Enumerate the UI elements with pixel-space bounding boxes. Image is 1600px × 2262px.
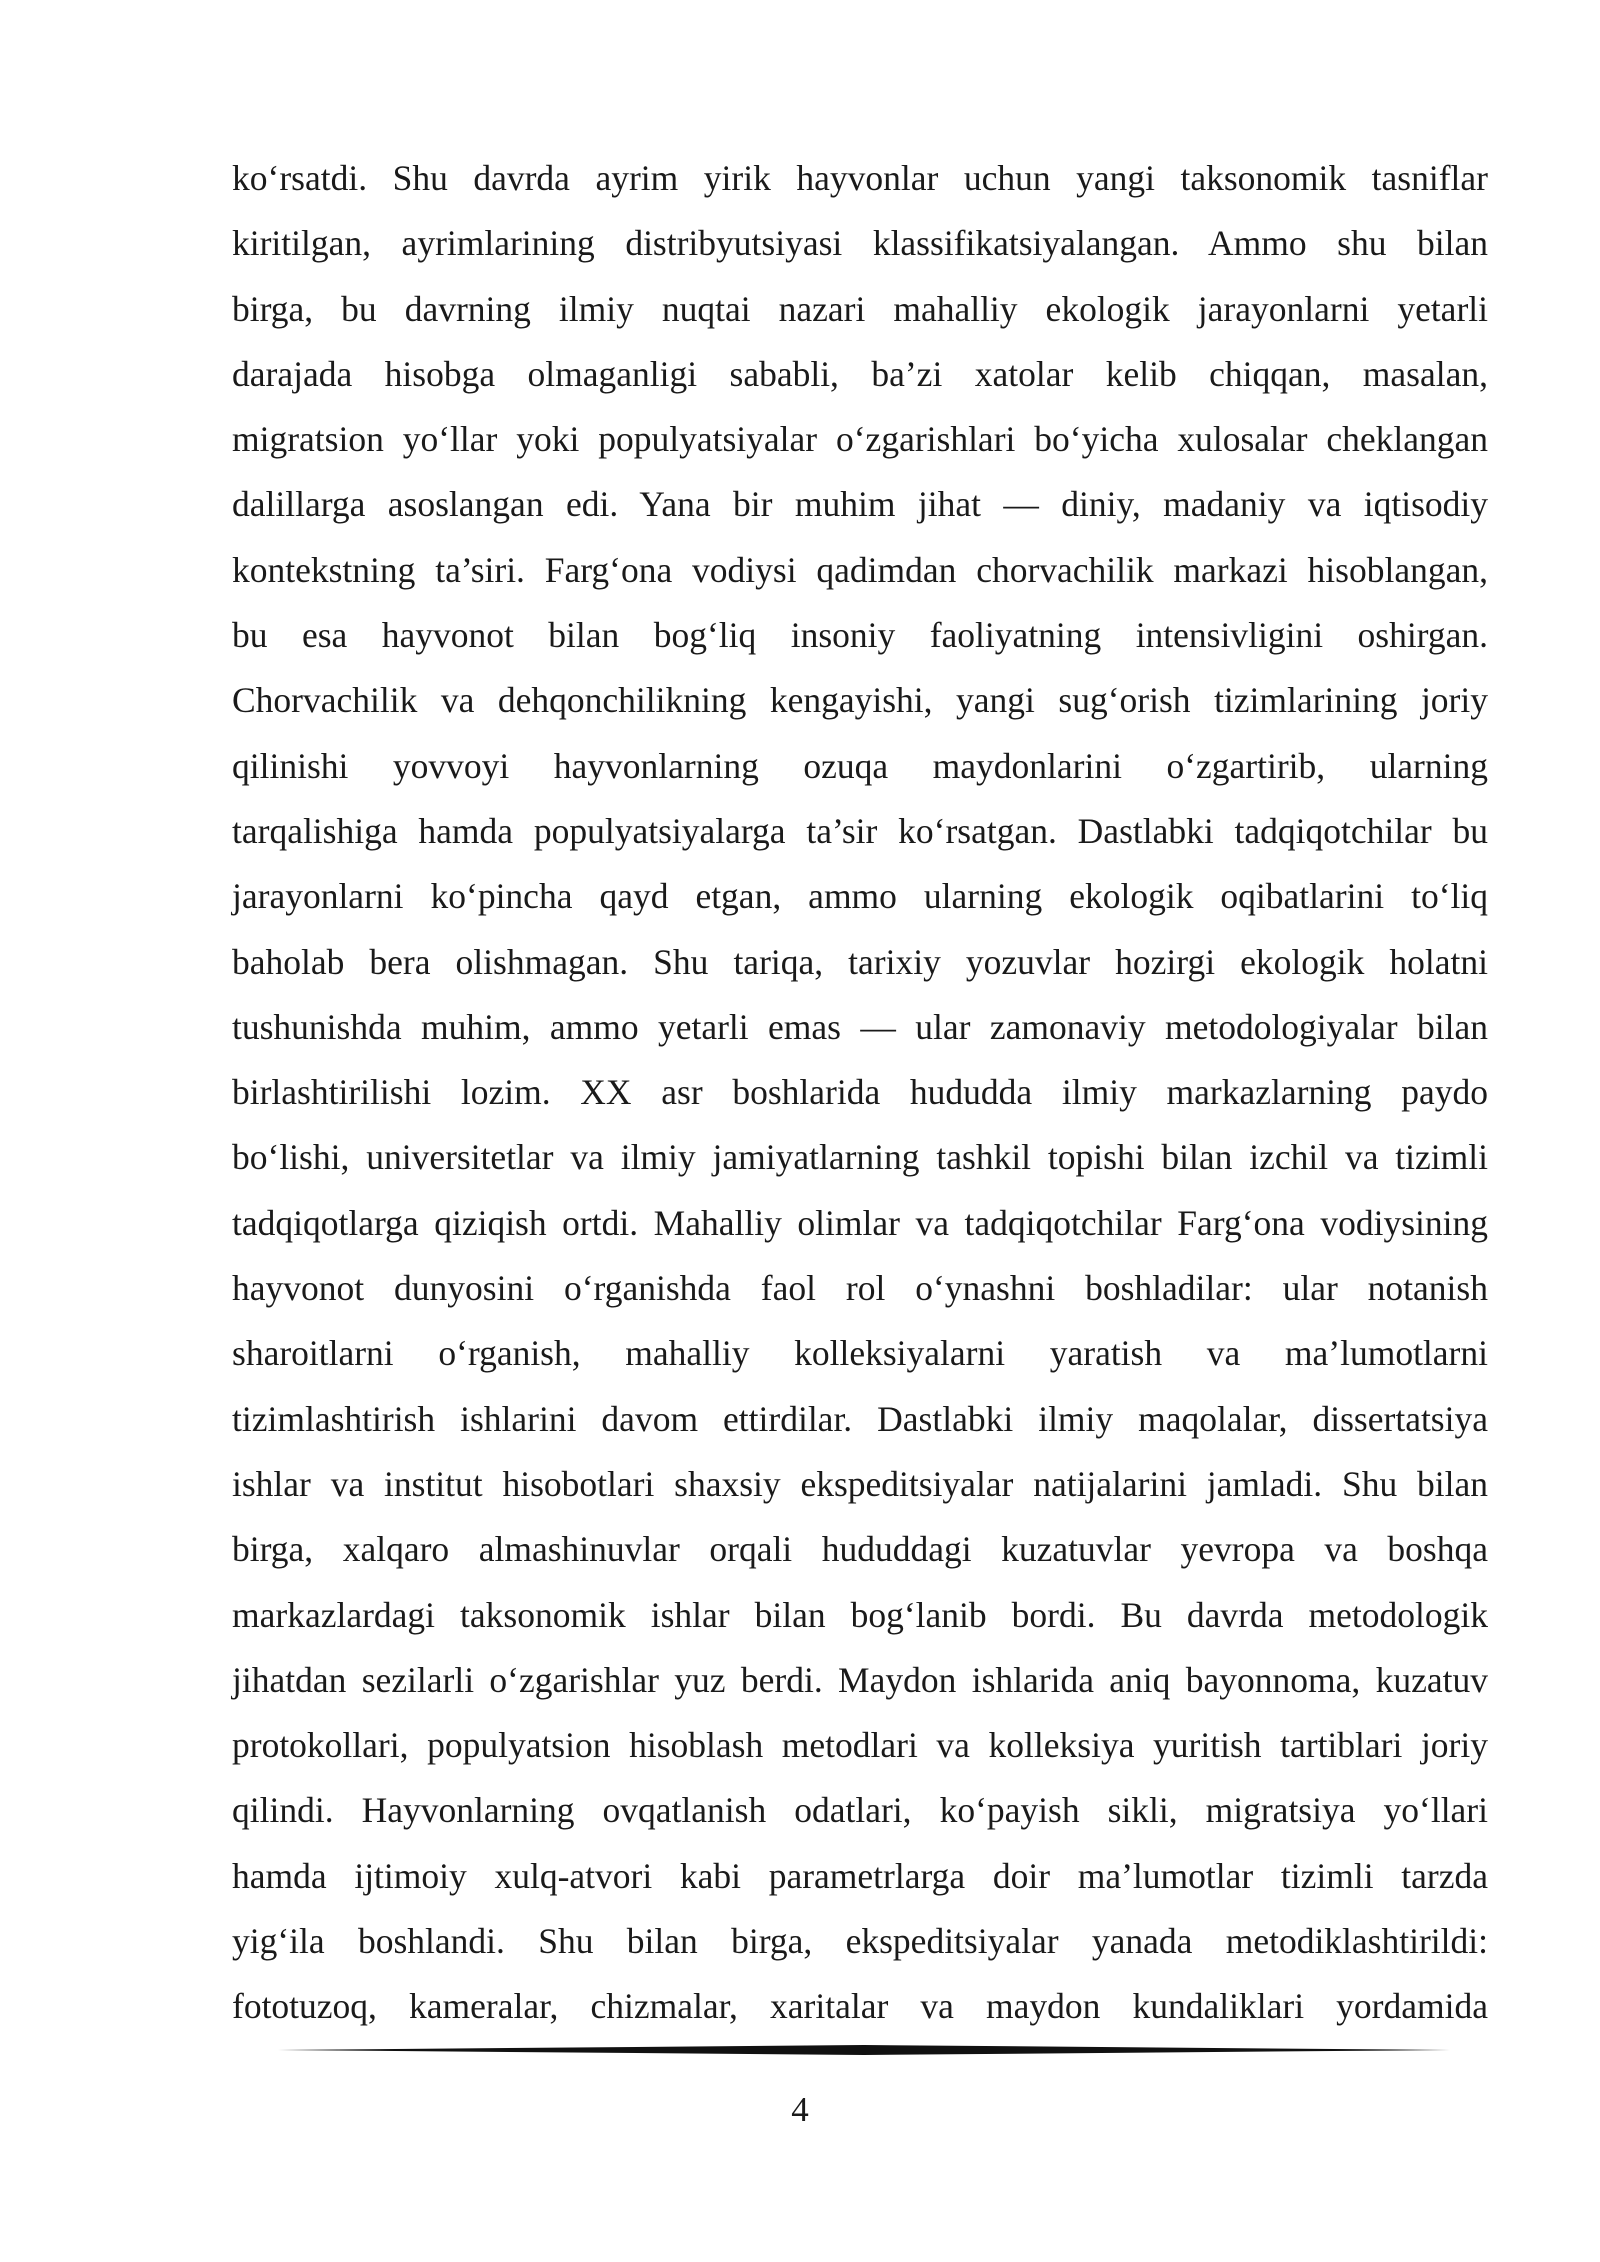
paragraph-line: baholab bera olishmagan. Shu tariqa, tarixiy yozuvlar hozirgi ekologik holatni (232, 941, 1488, 982)
footer-divider (278, 2043, 1450, 2057)
body-paragraph (232, 146, 1488, 2040)
paragraph-line: jihatdan sezilarli o‘zgarishlar yuz berdi. Maydon ishlarida aniq bayonnoma, kuzatuv (232, 1659, 1488, 1700)
paragraph-line: sharoitlarni o‘rganish, mahalliy kolleksiyalarni yaratish va ma’lumotlarni (232, 1333, 1488, 1374)
paragraph-line: tadqiqotlarga qiziqish ortdi. Mahalliy olimlar va tadqiqotchilar Farg‘ona vodiysining (232, 1202, 1488, 1243)
paragraph-line: qilinishi yovvoyi hayvonlarning ozuqa maydonlarini o‘zgartirib, ularning (232, 745, 1488, 786)
paragraph-line: hamda ijtimoiy xulq-atvori kabi parametrlarga doir ma’lumotlar tizimli tarzda (232, 1855, 1488, 1896)
paragraph-line: markazlardagi taksonomik ishlar bilan bog‘lanib bordi. Bu davrda metodologik (232, 1594, 1488, 1635)
paragraph-line: fototuzoq, kameralar, chizmalar, xaritalar va maydon kundaliklari yordamida (232, 1986, 1488, 2027)
paragraph-line: birga, bu davrning ilmiy nuqtai nazari mahalliy ekologik jarayonlarni yetarli (232, 288, 1488, 329)
paragraph-line: kontekstning ta’siri. Farg‘ona vodiysi qadimdan chorvachilik markazi hisoblangan, (232, 549, 1488, 590)
paragraph-line: dalillarga asoslangan edi. Yana bir muhim jihat — diniy, madaniy va iqtisodiy (232, 484, 1488, 525)
paragraph-line: protokollari, populyatsion hisoblash metodlari va kolleksiya yuritish tartiblari joriy (232, 1725, 1488, 1766)
paragraph-line: bo‘lishi, universitetlar va ilmiy jamiyatlarning tashkil topishi bilan izchil va tizimli (232, 1137, 1488, 1178)
paragraph-line: tushunishda muhim, ammo yetarli emas — ular zamonaviy metodologiyalar bilan (232, 1006, 1488, 1047)
paragraph-line: qilindi. Hayvonlarning ovqatlanish odatlari, ko‘payish sikli, migratsiya yo‘llari (232, 1790, 1488, 1831)
paragraph-line: Chorvachilik va dehqonchilikning kengayishi, yangi sug‘orish tizimlarining joriy (232, 680, 1488, 721)
paragraph-line: kiritilgan, ayrimlarining distribyutsiyasi klassifikatsiyalangan. Ammo shu bilan (232, 223, 1488, 264)
paragraph-line: bu esa hayvonot bilan bog‘liq insoniy faoliyatning intensivligini oshirgan. (232, 615, 1488, 656)
paragraph-line: darajada hisobga olmaganligi sababli, ba’zi xatolar kelib chiqqan, masalan, (232, 353, 1488, 394)
paragraph-line: yig‘ila boshlandi. Shu bilan birga, ekspeditsiyalar yanada metodiklashtirildi: (232, 1921, 1488, 1962)
paragraph-line: migratsion yo‘llar yoki populyatsiyalar o‘zgarishlari bo‘yicha xulosalar cheklangan (232, 419, 1488, 460)
paragraph-line: birga, xalqaro almashinuvlar orqali hududdagi kuzatuvlar yevropa va boshqa (232, 1529, 1488, 1570)
paragraph-line: tizimlashtirish ishlarini davom ettirdilar. Dastlabki ilmiy maqolalar, dissertatsiya (232, 1398, 1488, 1439)
paragraph-line: birlashtirilishi lozim. XX asr boshlarida hududda ilmiy markazlarning paydo (232, 1072, 1488, 1113)
paragraph-line: hayvonot dunyosini o‘rganishda faol rol o‘ynashni boshladilar: ular notanish (232, 1268, 1488, 1309)
paragraph-line: ishlar va institut hisobotlari shaxsiy ekspeditsiyalar natijalarini jamladi. Shu bilan (232, 1463, 1488, 1504)
paragraph-line: jarayonlarni ko‘pincha qayd etgan, ammo ularning ekologik oqibatlarini to‘liq (232, 876, 1488, 917)
paragraph-line: ko‘rsatdi. Shu davrda ayrim yirik hayvonlar uchun yangi taksonomik tasniflar (232, 158, 1488, 198)
footer-divider-shape (278, 2045, 1450, 2055)
paragraph-line: tarqalishiga hamda populyatsiyalarga ta’sir ko‘rsatgan. Dastlabki tadqiqotchilar bu (232, 810, 1488, 851)
page-number: 4 (791, 2090, 809, 2129)
